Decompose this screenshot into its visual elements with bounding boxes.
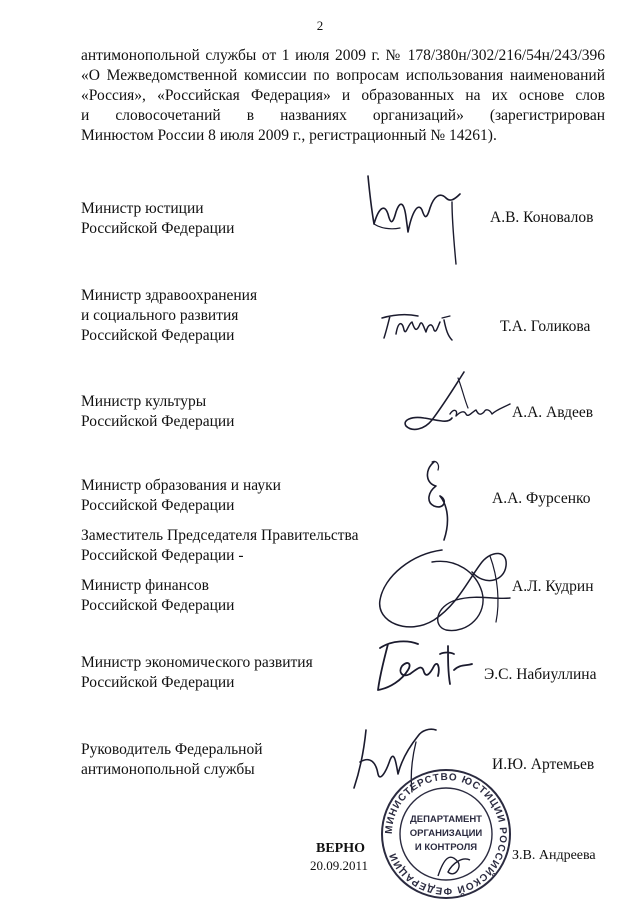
signatory-name: А.В. Коновалов <box>490 209 594 226</box>
signature-avdeev <box>398 368 518 438</box>
signatory-name: А.Л. Кудрин <box>512 578 594 595</box>
intro-line: «О Межведомственной комиссии по вопросам использования наименований <box>81 67 605 84</box>
signatory-title-antimonopoly: Руководитель Федеральной антимонопольной службы <box>81 741 263 778</box>
signature-kudrin <box>372 542 522 642</box>
signatory-title-education: Министр образования и науки Российской Федерации <box>81 477 281 514</box>
intro-line: и словосочетаний в названиях организаций» (зарегистрирован <box>81 107 605 124</box>
seal-center-line: ДЕПАРТАМЕНТ <box>410 814 482 825</box>
seal-ring-text: МИНИСТЕРСТВО ЮСТИЦИИ РОССИЙСКОЙ ФЕДЕРАЦИИ <box>383 771 509 897</box>
certification-verno: ВЕРНО <box>316 841 366 856</box>
signatory-title-health: Министр здравоохранения и социального развития Российской Федерации <box>81 287 258 344</box>
certification-date: 20.09.2011 <box>310 858 369 873</box>
signatory-title-finance: Заместитель Председателя Правительства Российской Федерации - Министр финансов Российской Федерации <box>81 527 359 614</box>
signatory-title-economy: Министр экономического развития Российской Федерации <box>81 654 313 691</box>
signature-nabiullina <box>368 634 478 696</box>
intro-line: антимонопольной службы от 1 июля 2009 г. № 178/380н/302/216/54н/243/396 <box>81 47 605 64</box>
signature-fursenko <box>418 456 468 546</box>
intro-line: Минюстом России 8 июля 2009 г., регистрационный № 14261). <box>81 127 497 144</box>
signatory-name: А.А. Авдеев <box>512 404 594 421</box>
seal-center-line: И КОНТРОЛЯ <box>414 842 478 853</box>
signature-golikova <box>378 306 458 346</box>
signatory-name: Т.А. Голикова <box>500 318 591 335</box>
intro-paragraph <box>81 46 605 146</box>
signature-konovalov <box>360 172 470 272</box>
signatory-title-justice: Министр юстиции Российской Федерации <box>81 200 235 237</box>
certifier-name: З.В. Андреева <box>512 848 596 863</box>
signatory-name: А.А. Фурсенко <box>492 490 591 507</box>
signatory-name: Э.С. Набиуллина <box>484 666 597 683</box>
intro-line: «Россия», «Российская Федерация» и образованных на их основе слов <box>81 87 605 104</box>
page-number: 2 <box>316 18 324 33</box>
signatory-title-culture: Министр культуры Российской Федерации <box>81 393 235 430</box>
official-seal-stamp <box>378 766 514 902</box>
seal-center-line: ОРГАНИЗАЦИИ <box>409 828 483 839</box>
signatory-name: И.Ю. Артемьев <box>492 756 595 773</box>
